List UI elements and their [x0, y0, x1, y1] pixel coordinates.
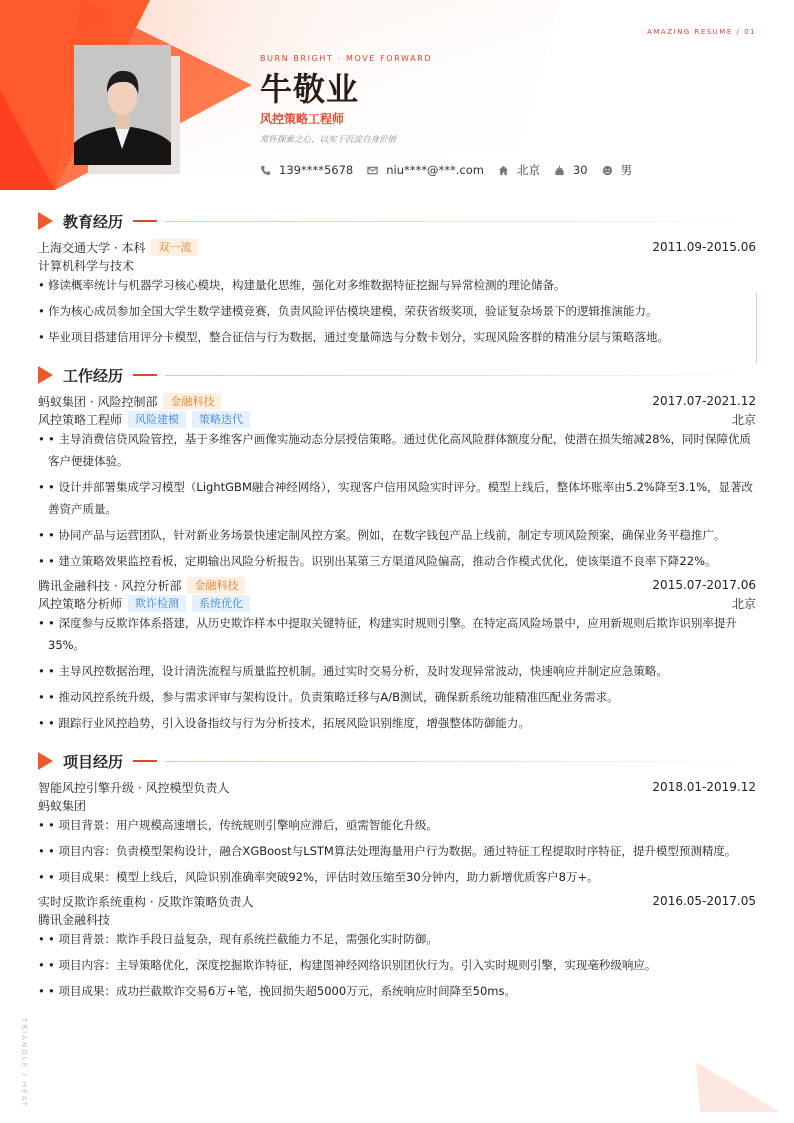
list-item: • • 项目成果：成功拦截欺诈交易6万+笔，挽回损失超5000万元，系统响应时间降至50ms。	[38, 984, 516, 998]
company-name: 蚂蚁集团 · 风险控制部	[38, 394, 158, 409]
project-org: 蚂蚁集团	[38, 799, 87, 813]
candidate-name: 牛敬业	[260, 70, 360, 108]
job-title: 风控策略工程师	[260, 112, 345, 126]
work-title-row	[38, 410, 756, 428]
section-dash	[133, 374, 157, 376]
major: 计算机科学与技术	[38, 259, 135, 273]
work-date: 2015.07-2017.06	[652, 578, 756, 592]
section-dash	[133, 220, 157, 222]
contact-email	[367, 163, 484, 177]
list-item: • • 跟踪行业风控趋势，引入设备指纹与行为分析技术，拓展风险识别维度，增强整体防御能力。	[38, 716, 530, 730]
gender: 男	[620, 163, 633, 177]
project-name: 实时反欺诈系统重构 · 反欺诈策略负责人	[38, 894, 254, 909]
list-item: • • 主导消费信贷风险管控，基于多维客户画像实施动态分层授信策略。通过优化高风险群体额度分配，使潜在损失缩减28%，同时保障优质客户便捷体验。	[38, 432, 751, 468]
section-rule	[165, 221, 758, 222]
contact-phone	[260, 163, 353, 177]
work-title-row	[38, 594, 756, 612]
section-header-projects	[38, 750, 758, 772]
project-name: 智能风控引擎升级 · 风控模型负责人	[38, 780, 230, 795]
position-title: 风控策略工程师	[38, 412, 123, 427]
section-title: 工作经历	[63, 366, 124, 385]
list-item: • • 设计并部署集成学习模型（LightGBM融合神经网络），实现客户信用风险实时评分。模型上线后，整体坏账率由5.2%降至3.1%，显著改善资产质量。	[38, 480, 754, 516]
section-title: 项目经历	[63, 752, 124, 771]
list-item: • 作为核心成员参加全国大学生数学建模竞赛，负责风险评估模块建模，荣获省级奖项，验证复杂场景下的逻辑推演能力。	[38, 304, 658, 318]
project-date: 2018.01-2019.12	[652, 780, 756, 794]
list-item: • • 项目成果：模型上线后，风险识别准确率突破92%，评估时效压缩至30分钟内，助力新增优质客户8万+。	[38, 870, 599, 884]
email-address: niu****@***.com	[386, 163, 484, 177]
list-item: • • 项目内容：负责模型架构设计，融合XGBoost与LSTM算法处理海量用户行为数据。通过特征工程提取时序特征，提升模型预测精度。	[38, 844, 737, 858]
list-item: • 毕业项目搭建信用评分卡模型，整合征信与行为数据，通过变量筛选与分数卡划分，实现风险客群的精准分层与策略落地。	[38, 330, 669, 344]
list-item: • • 协同产品与运营团队，针对新业务场景快速定制风控方案。例如，在数字钱包产品上线前，制定专项风险预案，确保业务平稳推广。	[38, 528, 726, 542]
list-item: • • 推动风控系统升级，参与需求评审与架构设计。负责策略迁移与A/B测试，确保新系统功能精准匹配业务需求。	[38, 690, 619, 704]
school-name: 上海交通大学 · 本科	[38, 240, 146, 255]
skill-tag: 系统优化	[192, 595, 250, 612]
work-org-row	[38, 392, 756, 410]
triangle-icon	[38, 212, 53, 230]
side-label: TRIANGLE / HEAT	[20, 1018, 28, 1108]
section-rule	[165, 375, 758, 376]
project-row	[38, 778, 756, 796]
school-tag: 双一流	[151, 239, 198, 256]
contact-bar	[260, 160, 646, 180]
company-name: 腾讯金融科技 · 风控分析部	[38, 578, 182, 593]
resume-tagline: AMAZING RESUME / 01	[647, 28, 756, 36]
age: 30	[572, 163, 588, 177]
list-item: • • 项目背景：欺诈手段日益复杂，现有系统拦截能力不足，需强化实时防御。	[38, 932, 438, 946]
contact-city	[498, 162, 540, 178]
section-title: 教育经历	[63, 212, 124, 231]
motto: 常怀探索之心，以实干沉淀自身价值	[260, 135, 397, 145]
education-row	[38, 238, 756, 256]
list-item: • 修读概率统计与机器学习核心模块，构建量化思维，强化对多维数据特征挖掘与异常检测的理论储备。	[38, 278, 566, 292]
list-item: • • 项目背景：用户规模高速增长，传统规则引擎响应滞后，亟需智能化升级。	[38, 818, 438, 832]
skill-tag: 策略迭代	[192, 411, 250, 428]
contact-age	[554, 163, 588, 177]
phone-icon	[260, 165, 271, 176]
list-item: • • 深度参与反欺诈体系搭建，从历史欺诈样本中提取关键特征，构建实时规则引擎。在特定高风险场景中，应用新规则后欺诈识别率提升35%。	[38, 616, 737, 652]
skill-tag: 欺诈检测	[128, 595, 186, 612]
age-icon	[554, 165, 565, 176]
work-org-row	[38, 576, 756, 594]
gender-icon	[602, 165, 613, 176]
skill-tag: 风险建模	[128, 411, 186, 428]
triangle-icon	[38, 752, 53, 770]
list-item: • • 项目内容：主导策略优化，深度挖掘欺诈特征，构建图神经网络识别团伙行为。引入实时规则引擎，实现毫秒级响应。	[38, 958, 657, 972]
list-item: • • 主导风控数据治理，设计清洗流程与质量监控机制。通过实时交易分析，及时发现异常波动，快速响应并制定应急策略。	[38, 664, 668, 678]
work-city: 北京	[731, 412, 756, 427]
education-date: 2011.09-2015.06	[652, 240, 756, 254]
triangle-icon	[38, 366, 53, 384]
work-city: 北京	[731, 596, 756, 611]
section-header-work	[38, 364, 758, 386]
avatar	[74, 45, 171, 165]
phone-number: 139****5678	[279, 163, 354, 177]
work-date: 2017.07-2021.12	[652, 394, 756, 408]
project-org: 腾讯金融科技	[38, 913, 111, 927]
company-tag: 金融科技	[187, 577, 245, 594]
position-title: 风控策略分析师	[38, 596, 123, 611]
decorative-line	[756, 292, 757, 364]
city: 北京	[516, 163, 540, 177]
list-item: • • 建立策略效果监控看板，定期输出风险分析报告。识别出某第三方渠道风险偏高，推动合作模式优化，使该渠道不良率下降22%。	[38, 554, 717, 568]
section-header-education	[38, 210, 758, 232]
mail-icon	[367, 165, 378, 176]
company-tag: 金融科技	[163, 393, 221, 410]
slogan: BURN BRIGHT · MOVE FORWARD	[260, 54, 433, 63]
home-icon	[498, 165, 509, 176]
project-row	[38, 892, 756, 910]
contact-gender	[602, 162, 633, 178]
project-date: 2016.05-2017.05	[652, 894, 756, 908]
section-rule	[165, 761, 758, 762]
section-dash	[133, 760, 157, 762]
